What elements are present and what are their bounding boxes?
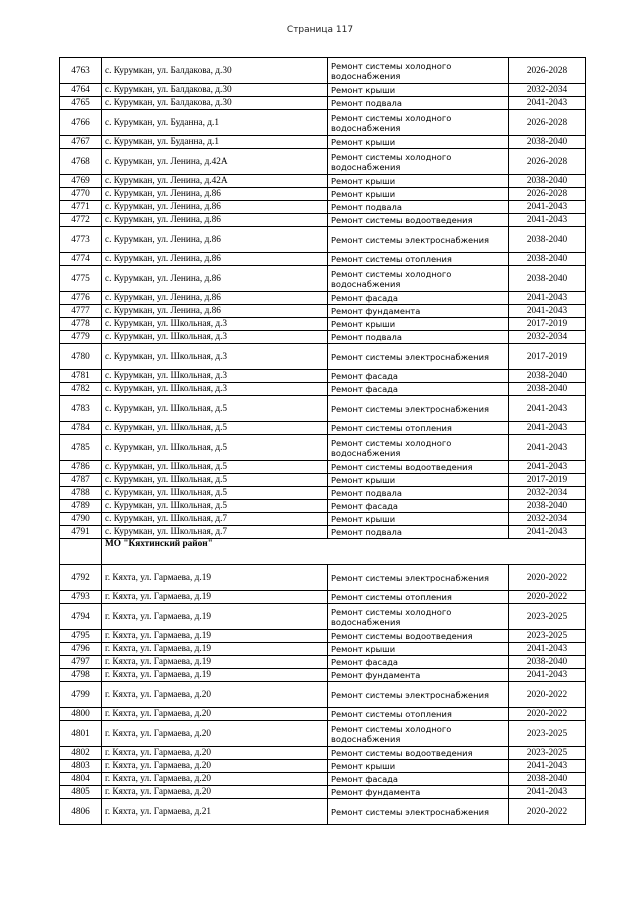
table-row	[60, 487, 586, 500]
row-work-type: Ремонт крыши	[328, 643, 509, 656]
table-row	[60, 370, 586, 383]
row-address: с. Курумкан, ул. Ленина, д.86	[102, 305, 328, 318]
table-row	[60, 591, 586, 604]
row-work-type: Ремонт подвала	[328, 487, 509, 500]
row-work-type: Ремонт системы холодного водоснабжения	[328, 110, 509, 136]
row-address: г. Кяхта, ул. Гармаева, д.20	[102, 786, 328, 799]
row-number: 4784	[60, 422, 102, 435]
row-number: 4770	[60, 188, 102, 201]
row-period: 2026-2028	[509, 149, 586, 175]
row-work-type: Ремонт подвала	[328, 201, 509, 214]
row-work-type: Ремонт системы холодного водоснабжения	[328, 604, 509, 630]
row-work-type: Ремонт системы электроснабжения	[328, 396, 509, 422]
table-row	[60, 721, 586, 747]
row-number: 4777	[60, 305, 102, 318]
row-work-type: Ремонт системы отопления	[328, 422, 509, 435]
registry-table	[59, 57, 586, 825]
table-row	[60, 669, 586, 682]
row-address: г. Кяхта, ул. Гармаева, д.21	[102, 799, 328, 825]
row-work-type: Ремонт системы электроснабжения	[328, 565, 509, 591]
table-row	[60, 84, 586, 97]
row-work-type: Ремонт подвала	[328, 97, 509, 110]
table-row	[60, 253, 586, 266]
row-period: 2017-2019	[509, 344, 586, 370]
row-period: 2038-2040	[509, 383, 586, 396]
row-work-type: Ремонт фундамента	[328, 669, 509, 682]
row-number: 4766	[60, 110, 102, 136]
row-work-type: Ремонт системы электроснабжения	[328, 799, 509, 825]
row-address: с. Курумкан, ул. Ленина, д.86	[102, 253, 328, 266]
table-row	[60, 708, 586, 721]
row-period: 2038-2040	[509, 253, 586, 266]
table-row	[60, 760, 586, 773]
row-address: с. Курумкан, ул. Ленина, д.86	[102, 201, 328, 214]
row-address: с. Курумкан, ул. Ленина, д.42А	[102, 175, 328, 188]
row-address: с. Курумкан, ул. Школьная, д.5	[102, 461, 328, 474]
row-period: 2041-2043	[509, 396, 586, 422]
row-number: 4774	[60, 253, 102, 266]
row-period: 2041-2043	[509, 214, 586, 227]
row-number: 4804	[60, 773, 102, 786]
table-row	[60, 292, 586, 305]
row-period: 2041-2043	[509, 422, 586, 435]
row-address: с. Курумкан, ул. Школьная, д.5	[102, 396, 328, 422]
table-row	[60, 799, 586, 825]
table-row	[60, 643, 586, 656]
row-period: 2038-2040	[509, 136, 586, 149]
row-address: г. Кяхта, ул. Гармаева, д.19	[102, 565, 328, 591]
row-work-type: Ремонт фасада	[328, 383, 509, 396]
table-row	[60, 396, 586, 422]
row-number: 4803	[60, 760, 102, 773]
row-number: 4772	[60, 214, 102, 227]
table-row	[60, 58, 586, 84]
row-work-type: Ремонт крыши	[328, 760, 509, 773]
row-period: 2023-2025	[509, 630, 586, 643]
table-row	[60, 656, 586, 669]
row-number: 4798	[60, 669, 102, 682]
row-work-type: Ремонт фасада	[328, 292, 509, 305]
row-address: г. Кяхта, ул. Гармаева, д.20	[102, 708, 328, 721]
row-period: 2017-2019	[509, 318, 586, 331]
row-number: 4794	[60, 604, 102, 630]
table-row	[60, 266, 586, 292]
table-row	[60, 188, 586, 201]
table-row	[60, 604, 586, 630]
row-number: 4788	[60, 487, 102, 500]
row-number: 4776	[60, 292, 102, 305]
table-row	[60, 175, 586, 188]
row-number: 4782	[60, 383, 102, 396]
row-period: 2026-2028	[509, 188, 586, 201]
row-address: г. Кяхта, ул. Гармаева, д.20	[102, 773, 328, 786]
row-period: 2026-2028	[509, 58, 586, 84]
table-row	[60, 513, 586, 526]
row-work-type: Ремонт крыши	[328, 318, 509, 331]
row-period: 2041-2043	[509, 97, 586, 110]
row-period: 2038-2040	[509, 370, 586, 383]
row-period: 2020-2022	[509, 682, 586, 708]
table-row	[60, 682, 586, 708]
row-number: 4780	[60, 344, 102, 370]
row-number: 4789	[60, 500, 102, 513]
row-work-type: Ремонт крыши	[328, 84, 509, 97]
row-period: 2041-2043	[509, 201, 586, 214]
row-number: 4793	[60, 591, 102, 604]
row-address: г. Кяхта, ул. Гармаева, д.20	[102, 747, 328, 760]
table-row	[60, 201, 586, 214]
row-address: с. Курумкан, ул. Ленина, д.86	[102, 214, 328, 227]
row-number: 4787	[60, 474, 102, 487]
table-row	[60, 422, 586, 435]
row-number: 4764	[60, 84, 102, 97]
row-number: 4792	[60, 565, 102, 591]
row-address: с. Курумкан, ул. Ленина, д.86	[102, 292, 328, 305]
row-period: 2041-2043	[509, 526, 586, 539]
row-period: 2020-2022	[509, 799, 586, 825]
row-period: 2038-2040	[509, 175, 586, 188]
section-row	[60, 539, 586, 565]
row-period: 2041-2043	[509, 292, 586, 305]
row-period: 2041-2043	[509, 786, 586, 799]
row-work-type: Ремонт фундамента	[328, 786, 509, 799]
row-period: 2038-2040	[509, 773, 586, 786]
row-number: 4765	[60, 97, 102, 110]
row-number: 4799	[60, 682, 102, 708]
row-period: 2026-2028	[509, 110, 586, 136]
row-number: 4763	[60, 58, 102, 84]
row-work-type: Ремонт крыши	[328, 136, 509, 149]
row-work-type: Ремонт крыши	[328, 474, 509, 487]
row-address: г. Кяхта, ул. Гармаева, д.19	[102, 656, 328, 669]
row-period: 2041-2043	[509, 669, 586, 682]
row-work-type: Ремонт системы холодного водоснабжения	[328, 58, 509, 84]
row-number: 4768	[60, 149, 102, 175]
row-period: 2032-2034	[509, 487, 586, 500]
row-address: с. Курумкан, ул. Ленина, д.42А	[102, 149, 328, 175]
row-work-type: Ремонт крыши	[328, 175, 509, 188]
row-work-type: Ремонт фасада	[328, 773, 509, 786]
row-work-type: Ремонт системы водоотведения	[328, 630, 509, 643]
table-row	[60, 383, 586, 396]
row-period: 2020-2022	[509, 591, 586, 604]
row-address: с. Курумкан, ул. Балдакова, д.30	[102, 84, 328, 97]
table-row	[60, 305, 586, 318]
row-work-type: Ремонт системы электроснабжения	[328, 344, 509, 370]
row-address: г. Кяхта, ул. Гармаева, д.19	[102, 643, 328, 656]
row-address: г. Кяхта, ул. Гармаева, д.19	[102, 669, 328, 682]
table-row	[60, 773, 586, 786]
row-period: 2032-2034	[509, 331, 586, 344]
row-work-type: Ремонт системы водоотведения	[328, 461, 509, 474]
row-number: 4801	[60, 721, 102, 747]
row-address: с. Курумкан, ул. Школьная, д.7	[102, 513, 328, 526]
row-address: с. Курумкан, ул. Школьная, д.3	[102, 318, 328, 331]
row-number: 4805	[60, 786, 102, 799]
row-period: 2023-2025	[509, 604, 586, 630]
row-work-type: Ремонт системы водоотведения	[328, 747, 509, 760]
row-period: 2020-2022	[509, 708, 586, 721]
row-number: 4795	[60, 630, 102, 643]
row-number: 4767	[60, 136, 102, 149]
row-period: 2020-2022	[509, 565, 586, 591]
row-number: 4806	[60, 799, 102, 825]
row-address: г. Кяхта, ул. Гармаева, д.19	[102, 591, 328, 604]
row-work-type: Ремонт системы электроснабжения	[328, 682, 509, 708]
table-row	[60, 474, 586, 487]
row-number: 4802	[60, 747, 102, 760]
row-number: 4769	[60, 175, 102, 188]
row-work-type: Ремонт системы холодного водоснабжения	[328, 721, 509, 747]
row-number: 4786	[60, 461, 102, 474]
row-period: 2041-2043	[509, 305, 586, 318]
row-address: с. Курумкан, ул. Школьная, д.3	[102, 370, 328, 383]
row-number: 4783	[60, 396, 102, 422]
row-number: 4779	[60, 331, 102, 344]
row-period: 2041-2043	[509, 643, 586, 656]
row-address: с. Курумкан, ул. Буданна, д.1	[102, 110, 328, 136]
registry-table-body	[60, 58, 586, 825]
table-row	[60, 110, 586, 136]
row-address: с. Курумкан, ул. Школьная, д.3	[102, 331, 328, 344]
table-row	[60, 435, 586, 461]
row-address: с. Курумкан, ул. Балдакова, д.30	[102, 58, 328, 84]
row-number: 4791	[60, 526, 102, 539]
row-work-type: Ремонт системы холодного водоснабжения	[328, 266, 509, 292]
row-work-type: Ремонт крыши	[328, 188, 509, 201]
row-period: 2032-2034	[509, 84, 586, 97]
row-number: 4773	[60, 227, 102, 253]
row-period: 2038-2040	[509, 266, 586, 292]
row-address: г. Кяхта, ул. Гармаева, д.20	[102, 721, 328, 747]
row-address: с. Курумкан, ул. Ленина, д.86	[102, 188, 328, 201]
table-row	[60, 344, 586, 370]
row-number: 4778	[60, 318, 102, 331]
row-number: 4771	[60, 201, 102, 214]
row-work-type: Ремонт системы отопления	[328, 253, 509, 266]
table-row	[60, 526, 586, 539]
row-address: с. Курумкан, ул. Буданна, д.1	[102, 136, 328, 149]
table-row	[60, 227, 586, 253]
table-row	[60, 565, 586, 591]
table-row	[60, 630, 586, 643]
row-address: с. Курумкан, ул. Школьная, д.5	[102, 474, 328, 487]
row-period: 2017-2019	[509, 474, 586, 487]
row-period: 2041-2043	[509, 461, 586, 474]
table-row	[60, 786, 586, 799]
row-period: 2038-2040	[509, 656, 586, 669]
row-work-type: Ремонт системы водоотведения	[328, 214, 509, 227]
row-address: с. Курумкан, ул. Школьная, д.3	[102, 383, 328, 396]
row-work-type: Ремонт фундамента	[328, 305, 509, 318]
row-number: 4781	[60, 370, 102, 383]
row-number: 4797	[60, 656, 102, 669]
row-period: 2041-2043	[509, 435, 586, 461]
row-address: с. Курумкан, ул. Балдакова, д.30	[102, 97, 328, 110]
row-period: 2041-2043	[509, 760, 586, 773]
row-work-type: Ремонт системы холодного водоснабжения	[328, 435, 509, 461]
row-number: 4800	[60, 708, 102, 721]
row-number: 4796	[60, 643, 102, 656]
table-row	[60, 149, 586, 175]
row-address: с. Курумкан, ул. Школьная, д.7	[102, 526, 328, 539]
row-period: 2023-2025	[509, 721, 586, 747]
section-row-blank	[60, 539, 102, 565]
row-work-type: Ремонт подвала	[328, 526, 509, 539]
row-period: 2032-2034	[509, 513, 586, 526]
table-row	[60, 747, 586, 760]
row-work-type: Ремонт фасада	[328, 500, 509, 513]
page-number: Страница 117	[286, 25, 354, 35]
row-number: 4790	[60, 513, 102, 526]
section-title: МО "Кяхтинский район"	[102, 539, 586, 565]
row-work-type: Ремонт фасада	[328, 370, 509, 383]
row-address: г. Кяхта, ул. Гармаева, д.19	[102, 630, 328, 643]
row-period: 2023-2025	[509, 747, 586, 760]
row-address: с. Курумкан, ул. Ленина, д.86	[102, 227, 328, 253]
row-work-type: Ремонт системы отопления	[328, 708, 509, 721]
row-address: с. Курумкан, ул. Ленина, д.86	[102, 266, 328, 292]
table-row	[60, 214, 586, 227]
row-work-type: Ремонт фасада	[328, 656, 509, 669]
table-row	[60, 136, 586, 149]
row-work-type: Ремонт системы холодного водоснабжения	[328, 149, 509, 175]
row-work-type: Ремонт системы отопления	[328, 591, 509, 604]
row-address: с. Курумкан, ул. Школьная, д.3	[102, 344, 328, 370]
table-row	[60, 461, 586, 474]
row-period: 2038-2040	[509, 500, 586, 513]
row-period: 2038-2040	[509, 227, 586, 253]
row-work-type: Ремонт подвала	[328, 331, 509, 344]
row-address: с. Курумкан, ул. Школьная, д.5	[102, 422, 328, 435]
row-work-type: Ремонт крыши	[328, 513, 509, 526]
row-address: г. Кяхта, ул. Гармаева, д.19	[102, 604, 328, 630]
row-address: с. Курумкан, ул. Школьная, д.5	[102, 487, 328, 500]
table-row	[60, 500, 586, 513]
row-address: с. Курумкан, ул. Школьная, д.5	[102, 435, 328, 461]
row-address: с. Курумкан, ул. Школьная, д.5	[102, 500, 328, 513]
row-work-type: Ремонт системы электроснабжения	[328, 227, 509, 253]
row-number: 4775	[60, 266, 102, 292]
row-number: 4785	[60, 435, 102, 461]
table-row	[60, 97, 586, 110]
table-row	[60, 318, 586, 331]
row-address: г. Кяхта, ул. Гармаева, д.20	[102, 760, 328, 773]
row-address: г. Кяхта, ул. Гармаева, д.20	[102, 682, 328, 708]
table-row	[60, 331, 586, 344]
